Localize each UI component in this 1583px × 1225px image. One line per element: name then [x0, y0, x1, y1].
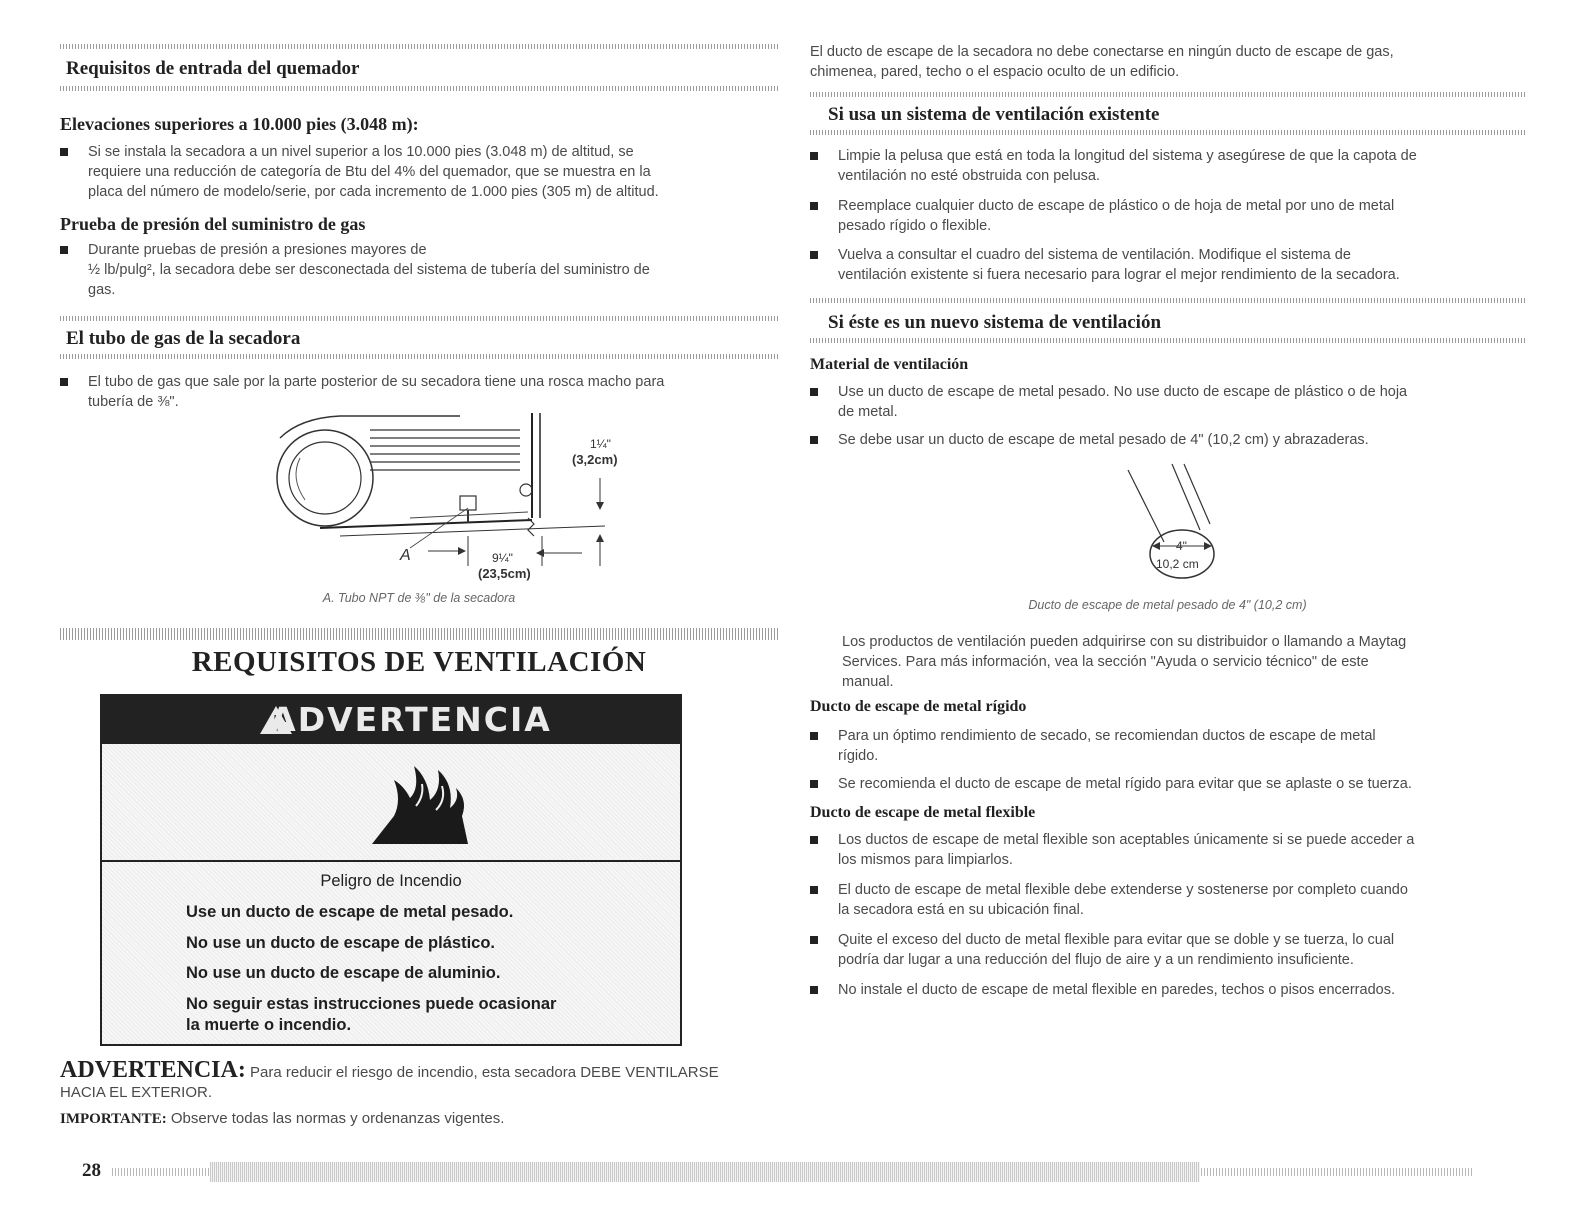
hazard-title: Peligro de Incendio [320, 872, 462, 890]
bullet-icon [810, 936, 818, 944]
bullet-icon [810, 836, 818, 844]
warning-line: la muerte o incendio. [186, 1016, 352, 1034]
list-item: Limpie la pelusa que está en toda la longitud del sistema y asegúrese de que la capota de ventilación no esté obstruida con pelusa. [810, 146, 1417, 186]
bullet-icon [60, 246, 68, 254]
figure-caption: A. Tubo NPT de ⅜" de la secadora [322, 591, 516, 605]
bullet-icon [810, 732, 818, 740]
bullet-icon [810, 202, 818, 210]
section-title-burner: Requisitos de entrada del quemador [66, 58, 360, 79]
list-item [60, 142, 659, 202]
dim-top-label: 1¼" [590, 437, 611, 451]
divider [60, 316, 778, 321]
warning-box [100, 694, 682, 1046]
label-a: A [400, 547, 411, 564]
advertencia-text-2: HACIA EL EXTERIOR. [60, 1084, 212, 1101]
section-title-new-system: Si éste es un nuevo sistema de ventilación [828, 312, 1162, 333]
divider [60, 86, 778, 91]
text-line: El ducto de escape de la secadora no debe conectarse en ningún ducto de escape de gas, [810, 44, 1394, 60]
gas-tube-diagram [260, 408, 630, 588]
bullet-icon [810, 436, 818, 444]
advertencia-label: ADVERTENCIA: [60, 1057, 246, 1083]
bullet-icon [60, 148, 68, 156]
bullet-icon [60, 378, 68, 386]
list-item: No instale el ducto de escape de metal flexible en paredes, techos o pisos encerrados. [810, 980, 1395, 1000]
warning-line: No use un ducto de escape de aluminio. [186, 964, 501, 982]
subtitle-flexible: Ducto de escape de metal flexible [810, 804, 1036, 821]
dim-label: 4" [1176, 539, 1187, 553]
divider [810, 92, 1525, 97]
subtitle-material: Material de ventilación [810, 356, 969, 373]
dim-cm-label: 10,2 cm [1156, 557, 1199, 571]
text-line: placa del número de modelo/serie, por cada incremento de 1.000 pies (305 m) de altitud. [88, 184, 659, 200]
products-paragraph: Los productos de ventilación pueden adquirirse con su distribuidor o llamando a Maytag Services. Para más información, vea la sección "Ayuda o servicio técnico" de este manual. [842, 634, 1407, 690]
dim-top-cm-label: (3,2cm) [572, 452, 618, 467]
advertencia-paragraph [60, 1057, 800, 1129]
divider [60, 354, 778, 359]
banner-text: ADVERTENCIA [270, 700, 552, 739]
fire-icon [364, 760, 484, 850]
text-line: gas. [88, 282, 116, 298]
divider [102, 860, 680, 862]
list-item: Para un óptimo rendimiento de secado, se recomiendan ductos de escape de metal rígido. [810, 726, 1376, 766]
list-item: Los ductos de escape de metal flexible son aceptables únicamente si se puede acceder a los mismos para limpiarlos. [810, 830, 1414, 870]
warning-banner-label [102, 696, 680, 744]
bullet-icon [810, 780, 818, 788]
intro-paragraph [810, 42, 1394, 82]
figure-caption: Ducto de escape de metal pesado de 4" (10,2 cm) [1028, 598, 1307, 612]
list-item [60, 372, 664, 412]
advertencia-text: Para reducir el riesgo de incendio, esta secadora DEBE VENTILARSE [250, 1064, 719, 1081]
divider [810, 130, 1525, 135]
bullet-icon [810, 152, 818, 160]
footer-pattern [210, 1162, 1200, 1182]
importante-text: Observe todas las normas y ordenanzas vigentes. [170, 1110, 505, 1127]
text-line: chimenea, pared, techo o el espacio oculto de un edificio. [810, 64, 1180, 80]
list-item: El ducto de escape de metal flexible debe extenderse y sostenerse por completo cuando la secadora está en su ubicación final. [810, 880, 1408, 920]
main-title: REQUISITOS DE VENTILACIÓN [191, 646, 647, 678]
subtitle-pressure-test: Prueba de presión del suministro de gas [60, 214, 366, 234]
text-line: ½ lb/pulg², la secadora debe ser desconectada del sistema de tubería del suministro de [88, 262, 650, 278]
text-line: Durante pruebas de presión a presiones mayores de [88, 242, 427, 258]
list-item [60, 240, 650, 300]
bullet-icon [810, 986, 818, 994]
page-number: 28 [82, 1160, 101, 1181]
section-title-gas-tube: El tubo de gas de la secadora [66, 328, 301, 349]
list-item: Reemplace cualquier ducto de escape de plástico o de hoja de metal por uno de metal pesado rígido o flexible. [810, 196, 1394, 236]
text-line: requiere una reducción de categoría de Btu del 4% del quemador, que se muestra en la [88, 164, 651, 180]
text-line: Si se instala la secadora a un nivel superior a los 10.000 pies (3.048 m) de altitud, se [88, 144, 634, 160]
bullet-icon [810, 388, 818, 396]
list-item: Se debe usar un ducto de escape de metal pesado de 4" (10,2 cm) y abrazaderas. [810, 430, 1369, 450]
warning-line: No seguir estas instrucciones puede ocasionar [186, 995, 557, 1013]
list-item: Use un ducto de escape de metal pesado. No use ducto de escape de plástico o de hoja de metal. [810, 382, 1407, 422]
text-line: El tubo de gas que sale por la parte posterior de su secadora tiene una rosca macho para [88, 374, 665, 390]
section-title-existing-system: Si usa un sistema de ventilación existente [828, 104, 1160, 125]
list-item: Se recomienda el ducto de escape de metal rígido para evitar que se aplaste o se tuerza. [810, 774, 1412, 794]
divider [60, 44, 778, 49]
bullet-icon [810, 886, 818, 894]
dim-bottom-cm-label: (23,5cm) [478, 566, 531, 581]
list-item: Quite el exceso del ducto de metal flexible para evitar que se doble y se tuerza, lo cual podría dar lugar a una reducción del flujo de aire y a un rendimiento insuficiente. [810, 930, 1394, 970]
list-item: Vuelva a consultar el cuadro del sistema de ventilación. Modifique el sistema de ventilación existente si fuera necesario para lograr el mejor rendimiento de la secadora. [810, 245, 1400, 285]
text-line: tubería de ⅜". [88, 394, 179, 410]
duct-diagram [1120, 462, 1240, 582]
subtitle-rigid: Ducto de escape de metal rígido [810, 698, 1027, 715]
divider [60, 628, 778, 640]
divider [810, 338, 1525, 343]
warning-line: Use un ducto de escape de metal pesado. [186, 903, 514, 921]
dim-bottom-label: 9¼" [492, 551, 513, 565]
subtitle-elevations: Elevaciones superiores a 10.000 pies (3.048 m): [60, 114, 419, 134]
bullet-icon [810, 251, 818, 259]
warning-line: No use un ducto de escape de plástico. [186, 934, 495, 952]
importante-label: IMPORTANTE: [60, 1111, 167, 1127]
divider [810, 298, 1525, 303]
